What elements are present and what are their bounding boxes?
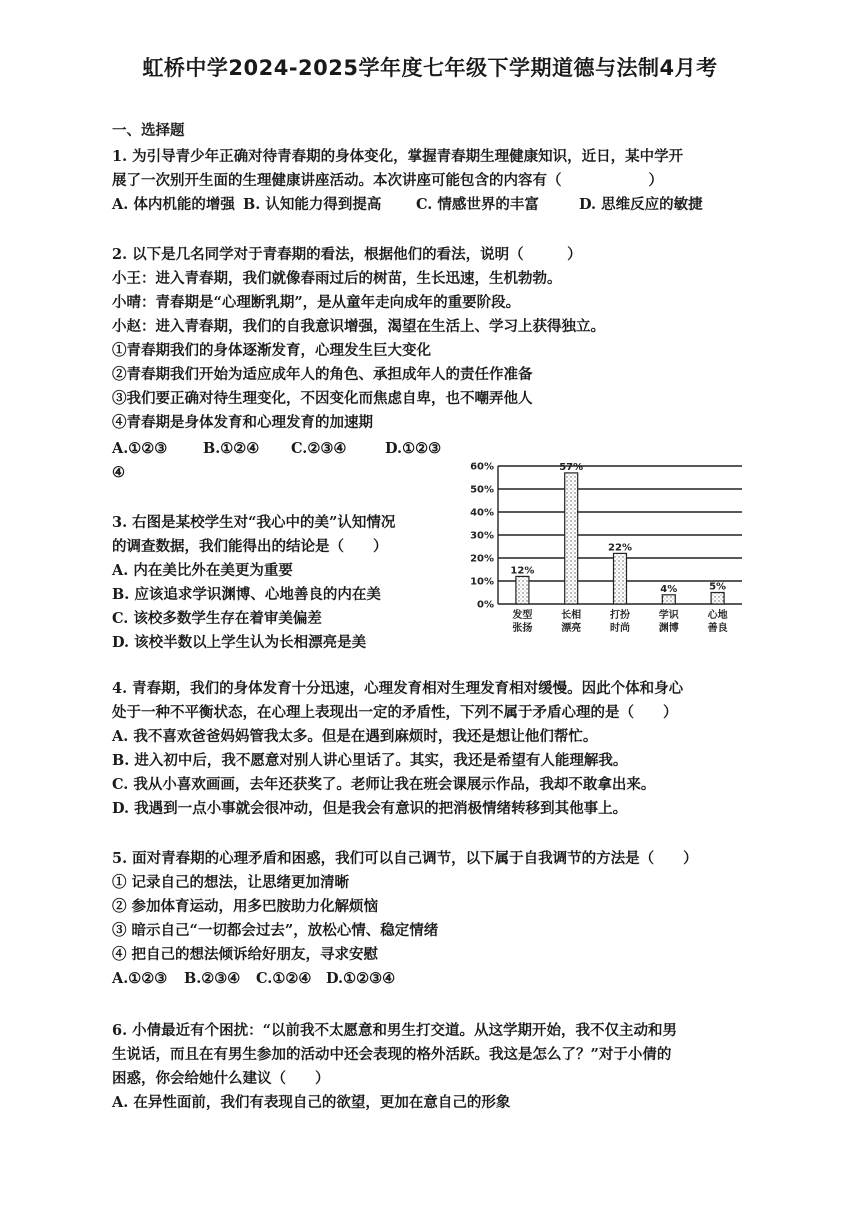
question-2-options — [112, 438, 441, 460]
section-heading: 一、选择题 — [112, 122, 185, 139]
question-4-stem: 4. 青春期，我们的身体发育十分迅速，心理发育相对生理发育相对缓慢。因此个体和身心 — [112, 680, 684, 697]
question-2-statement-1: ①青春期我们的身体逐渐发育，心理发生巨大变化 — [112, 342, 431, 359]
question-1-stem: 1. 为引导青少年正确对待青春期的身体变化，掌握青春期生理健康知识，近日，某中学开 — [112, 148, 684, 165]
option-c[interactable]: C. 情感世界的丰富 — [416, 196, 539, 213]
option-c[interactable]: C.②③④ — [291, 440, 347, 457]
question-2-option-d-cont: ④ — [112, 464, 125, 481]
x-category-label: 张扬 — [512, 623, 533, 634]
bar — [516, 576, 529, 604]
option-d[interactable]: D. 思维反应的敏捷 — [579, 196, 703, 213]
question-5-statement-4: ④ 把自己的想法倾诉给好朋友，寻求安慰 — [112, 946, 379, 963]
question-4-option-d[interactable]: D. 我遇到一点小事就会很冲动，但是我会有意识的把消极情绪转移到其他事上。 — [112, 800, 628, 817]
y-tick-label: 30% — [470, 530, 494, 542]
y-tick-label: 20% — [470, 553, 494, 565]
question-5-statement-3: ③ 暗示自己“一切都会过去”，放松心情、稳定情绪 — [112, 922, 439, 939]
option-d[interactable]: D.①②③④ — [326, 970, 396, 987]
question-3-option-b[interactable]: B. 应该追求学识渊博、心地善良的内在美 — [112, 586, 381, 603]
x-category-label: 学识 — [658, 610, 679, 621]
x-category-label: 心地 — [707, 610, 728, 621]
question-2-stem: 2. 以下是几名同学对于青春期的看法，根据他们的看法，说明（ ） — [112, 246, 582, 263]
question-2-statement-2: ②青春期我们开始为适应成年人的角色、承担成年人的责任作准备 — [112, 366, 533, 383]
question-3-option-c[interactable]: C. 该校多数学生存在着审美偏差 — [112, 610, 322, 627]
y-tick-label: 60% — [470, 461, 494, 473]
x-category-label: 漂亮 — [561, 623, 582, 634]
question-2-view-1: 小王：进入青春期，我们就像春雨过后的树苗，生长迅速，生机勃勃。 — [112, 270, 562, 287]
bar-value-label: 12% — [510, 565, 535, 577]
option-b[interactable]: B. 认知能力得到提高 — [243, 196, 382, 213]
y-tick-label: 0% — [477, 599, 494, 611]
page-title: 虹桥中学2024-2025学年度七年级下学期道德与法制4月考 — [142, 56, 718, 80]
question-1-options — [112, 194, 703, 216]
question-1-stem-cont: 展了一次别开生面的生理健康讲座活动。本次讲座可能包含的内容有（ ） — [112, 172, 663, 189]
y-tick-label: 50% — [470, 484, 494, 496]
bar-value-label: 22% — [608, 542, 632, 554]
option-b[interactable]: B.①②④ — [203, 440, 260, 457]
question-5-statement-1: ① 记录自己的想法，让思绪更加清晰 — [112, 874, 350, 891]
option-c[interactable]: C.①②④ — [256, 970, 312, 987]
bar-value-label: 5% — [709, 581, 727, 593]
question-4-option-a[interactable]: A. 我不喜欢爸爸妈妈管我太多。但是在遇到麻烦时，我还是想让他们帮忙。 — [112, 728, 598, 745]
option-a[interactable]: A.①②③ — [112, 970, 168, 987]
question-5-options — [112, 968, 395, 990]
question-6-stem-cont-2: 困惑，你会给她什么建议（ ） — [112, 1070, 330, 1087]
y-tick-label: 10% — [470, 576, 494, 588]
x-category-label: 发型 — [512, 610, 533, 621]
question-2-view-3: 小赵：进入青春期，我们的自我意识增强，渴望在生活上、学习上获得独立。 — [112, 318, 605, 335]
x-category-label: 打扮 — [610, 610, 630, 621]
beauty-survey-bar-chart — [462, 452, 752, 642]
question-6-stem: 6. 小倩最近有个困扰：“以前我不太愿意和男生打交道。从这学期开始，我不仅主动和男 — [112, 1022, 678, 1039]
bar-value-label: 57% — [559, 461, 584, 473]
question-4-option-b[interactable]: B. 进入初中后，我不愿意对别人讲心里话了。其实，我还是希望有人能理解我。 — [112, 752, 628, 769]
question-3-stem-cont: 的调查数据，我们能得出的结论是（ ） — [112, 538, 388, 555]
x-category-label: 长相 — [561, 610, 582, 621]
question-4-stem-cont: 处于一种不平衡状态，在心理上表现出一定的矛盾性，下列不属于矛盾心理的是（ ） — [112, 704, 678, 721]
x-category-label: 渊博 — [658, 623, 679, 634]
question-2-view-2: 小晴：青春期是“心理断乳期”，是从童年走向成年的重要阶段。 — [112, 294, 521, 311]
x-category-label: 时尚 — [610, 623, 630, 634]
question-3-option-a[interactable]: A. 内在美比外在美更为重要 — [112, 562, 293, 579]
question-6-option-a[interactable]: A. 在异性面前，我们有表现自己的欲望，更加在意自己的形象 — [112, 1094, 511, 1111]
bar — [711, 593, 724, 605]
y-tick-label: 40% — [470, 507, 494, 519]
x-category-label: 善良 — [707, 623, 728, 634]
question-5-stem: 5. 面对青春期的心理矛盾和困惑，我们可以自己调节，以下属于自我调节的方法是（ ） — [112, 850, 698, 867]
question-2-statement-3: ③我们要正确对待生理变化，不因变化而焦虑自卑，也不嘲弄他人 — [112, 390, 533, 407]
question-4-option-c[interactable]: C. 我从小喜欢画画，去年还获奖了。老师让我在班会课展示作品，我却不敢拿出来。 — [112, 776, 656, 793]
question-6-stem-cont: 生说话，而且在有男生参加的活动中还会表现的格外活跃。我这是怎么了？”对于小倩的 — [112, 1046, 672, 1063]
option-b[interactable]: B.②③④ — [184, 970, 241, 987]
option-a[interactable]: A. 体内机能的增强 — [112, 196, 235, 213]
option-a[interactable]: A.①②③ — [112, 440, 168, 457]
bar — [614, 553, 627, 604]
bar — [565, 473, 578, 604]
question-5-statement-2: ② 参加体育运动，用多巴胺助力化解烦恼 — [112, 898, 379, 915]
bar-value-label: 4% — [660, 583, 678, 595]
option-d[interactable]: D.①②③ — [385, 440, 442, 457]
question-3-stem: 3. 右图是某校学生对“我心中的美”认知情况 — [112, 514, 396, 531]
bar — [662, 595, 675, 604]
question-3-option-d[interactable]: D. 该校半数以上学生认为长相漂亮是美 — [112, 634, 367, 651]
question-2-statement-4: ④青春期是身体发育和心理发育的加速期 — [112, 414, 373, 431]
